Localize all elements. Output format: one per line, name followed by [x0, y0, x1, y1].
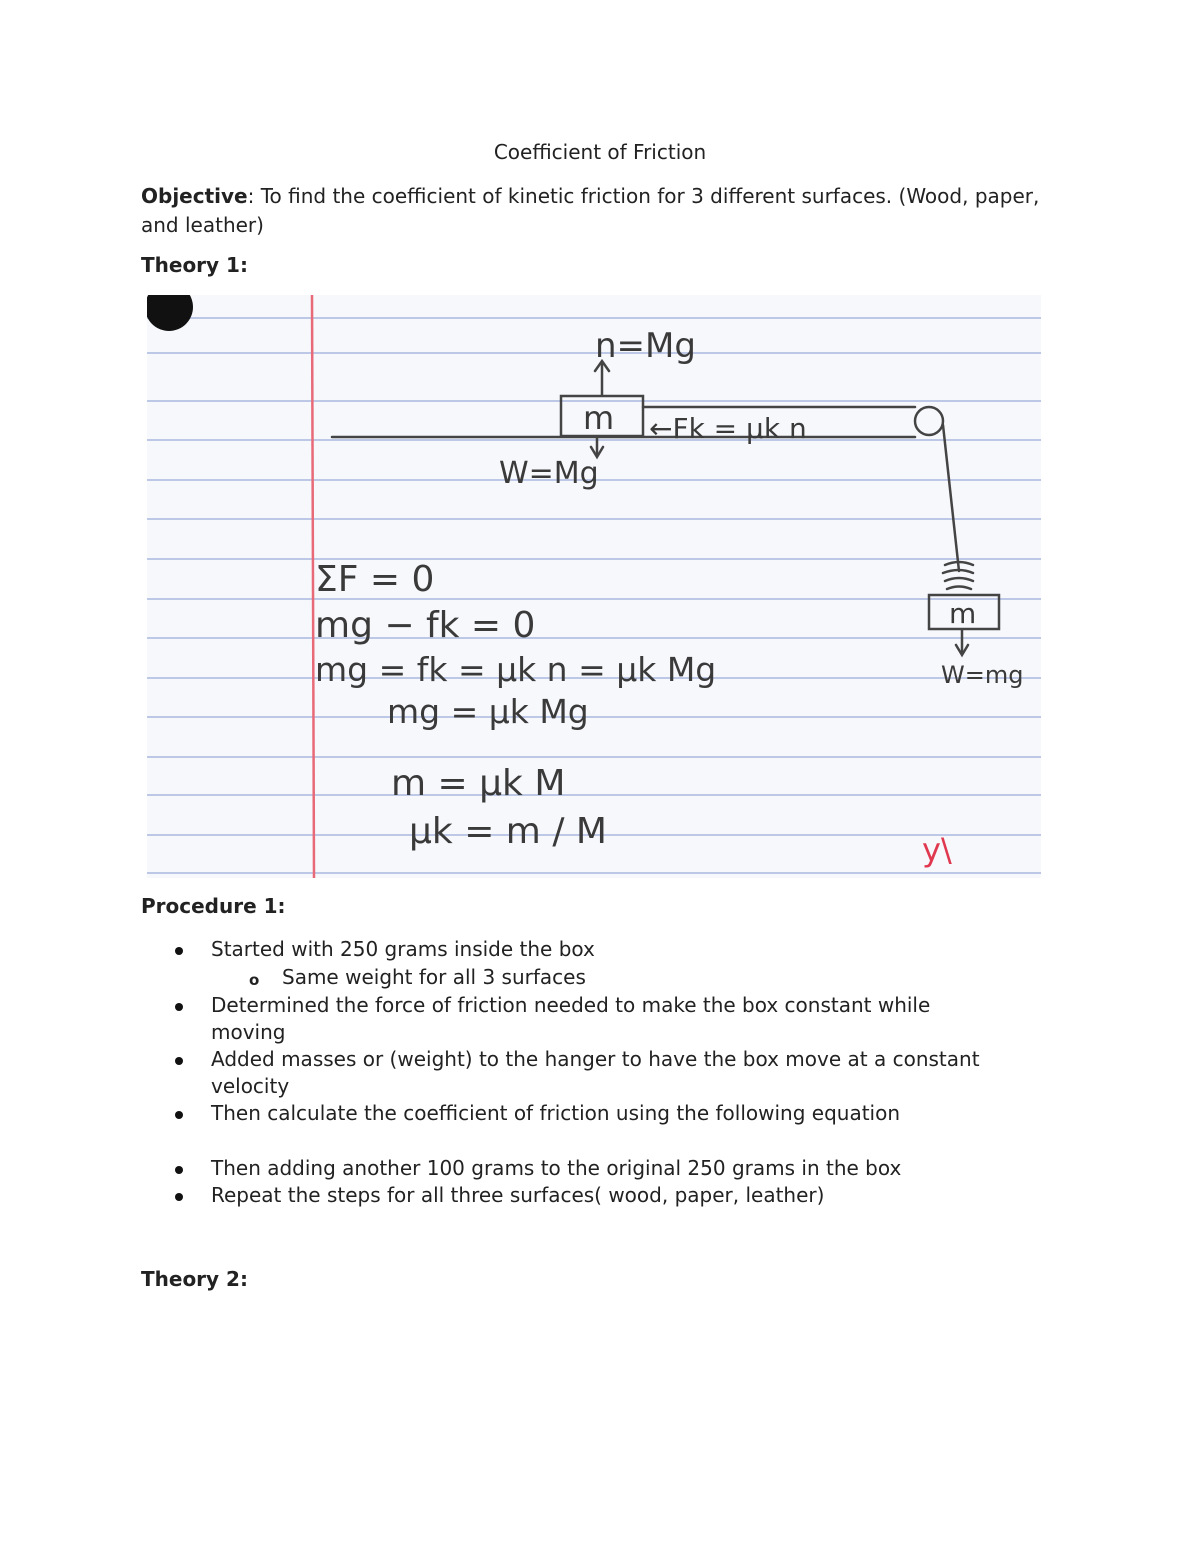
list-item: Then calculate the coefficient of friction using the following equation	[211, 1100, 1051, 1127]
bullet-icon	[175, 947, 183, 955]
bullet-icon	[175, 1057, 183, 1065]
list-item: Started with 250 grams inside the box	[211, 936, 1051, 963]
list-item: Then adding another 100 grams to the original 250 grams in the box	[211, 1155, 1051, 1182]
list-item: Repeat the steps for all three surfaces( wood, paper, leather)	[211, 1182, 1051, 1209]
bullet-icon	[175, 1166, 183, 1174]
hanging-weight-label: W=mg	[941, 661, 1024, 689]
sub-bullet-icon: o	[249, 971, 260, 989]
block-weight-label: W=Mg	[499, 456, 599, 491]
equation-3: mg = fk = μk n = μk Mg	[315, 650, 717, 689]
theory2-heading: Theory 2:	[141, 1267, 248, 1291]
objective-text: : To find the coefficient of kinetic friction for 3 different surfaces. (Wood, paper, and leather)	[141, 184, 1040, 237]
theory1-heading: Theory 1:	[141, 253, 248, 277]
friction-label: ←Fk = μk n	[649, 412, 807, 445]
objective-paragraph	[141, 182, 1061, 240]
objective-label: Objective	[141, 184, 248, 208]
bullet-icon	[175, 1003, 183, 1011]
equation-1: ΣF = 0	[315, 559, 435, 600]
teacher-mark: y\	[922, 831, 952, 869]
equation-2: mg − fk = 0	[315, 605, 536, 646]
list-item: Determined the force of friction needed to make the box constant while moving	[211, 992, 1011, 1046]
notebook-photo	[147, 295, 1041, 878]
list-item: Added masses or (weight) to the hanger to have the box move at a constant velocity	[211, 1046, 1046, 1100]
list-item-sub: o Same weight for all 3 surfaces	[282, 964, 1122, 991]
normal-force-label: n=Mg	[595, 326, 696, 366]
block-mass-label: m	[583, 399, 615, 437]
equation-5: m = μk M	[391, 763, 566, 804]
bullet-icon	[175, 1193, 183, 1201]
hanging-mass-label: m	[949, 597, 977, 630]
procedure1-heading: Procedure 1:	[141, 894, 286, 918]
notebook-paper	[147, 295, 1041, 878]
bullet-icon	[175, 1111, 183, 1119]
document-title: Coefficient of Friction	[493, 140, 707, 164]
equation-4: mg = μk Mg	[387, 692, 589, 731]
equation-6: μk = m / M	[409, 811, 607, 852]
